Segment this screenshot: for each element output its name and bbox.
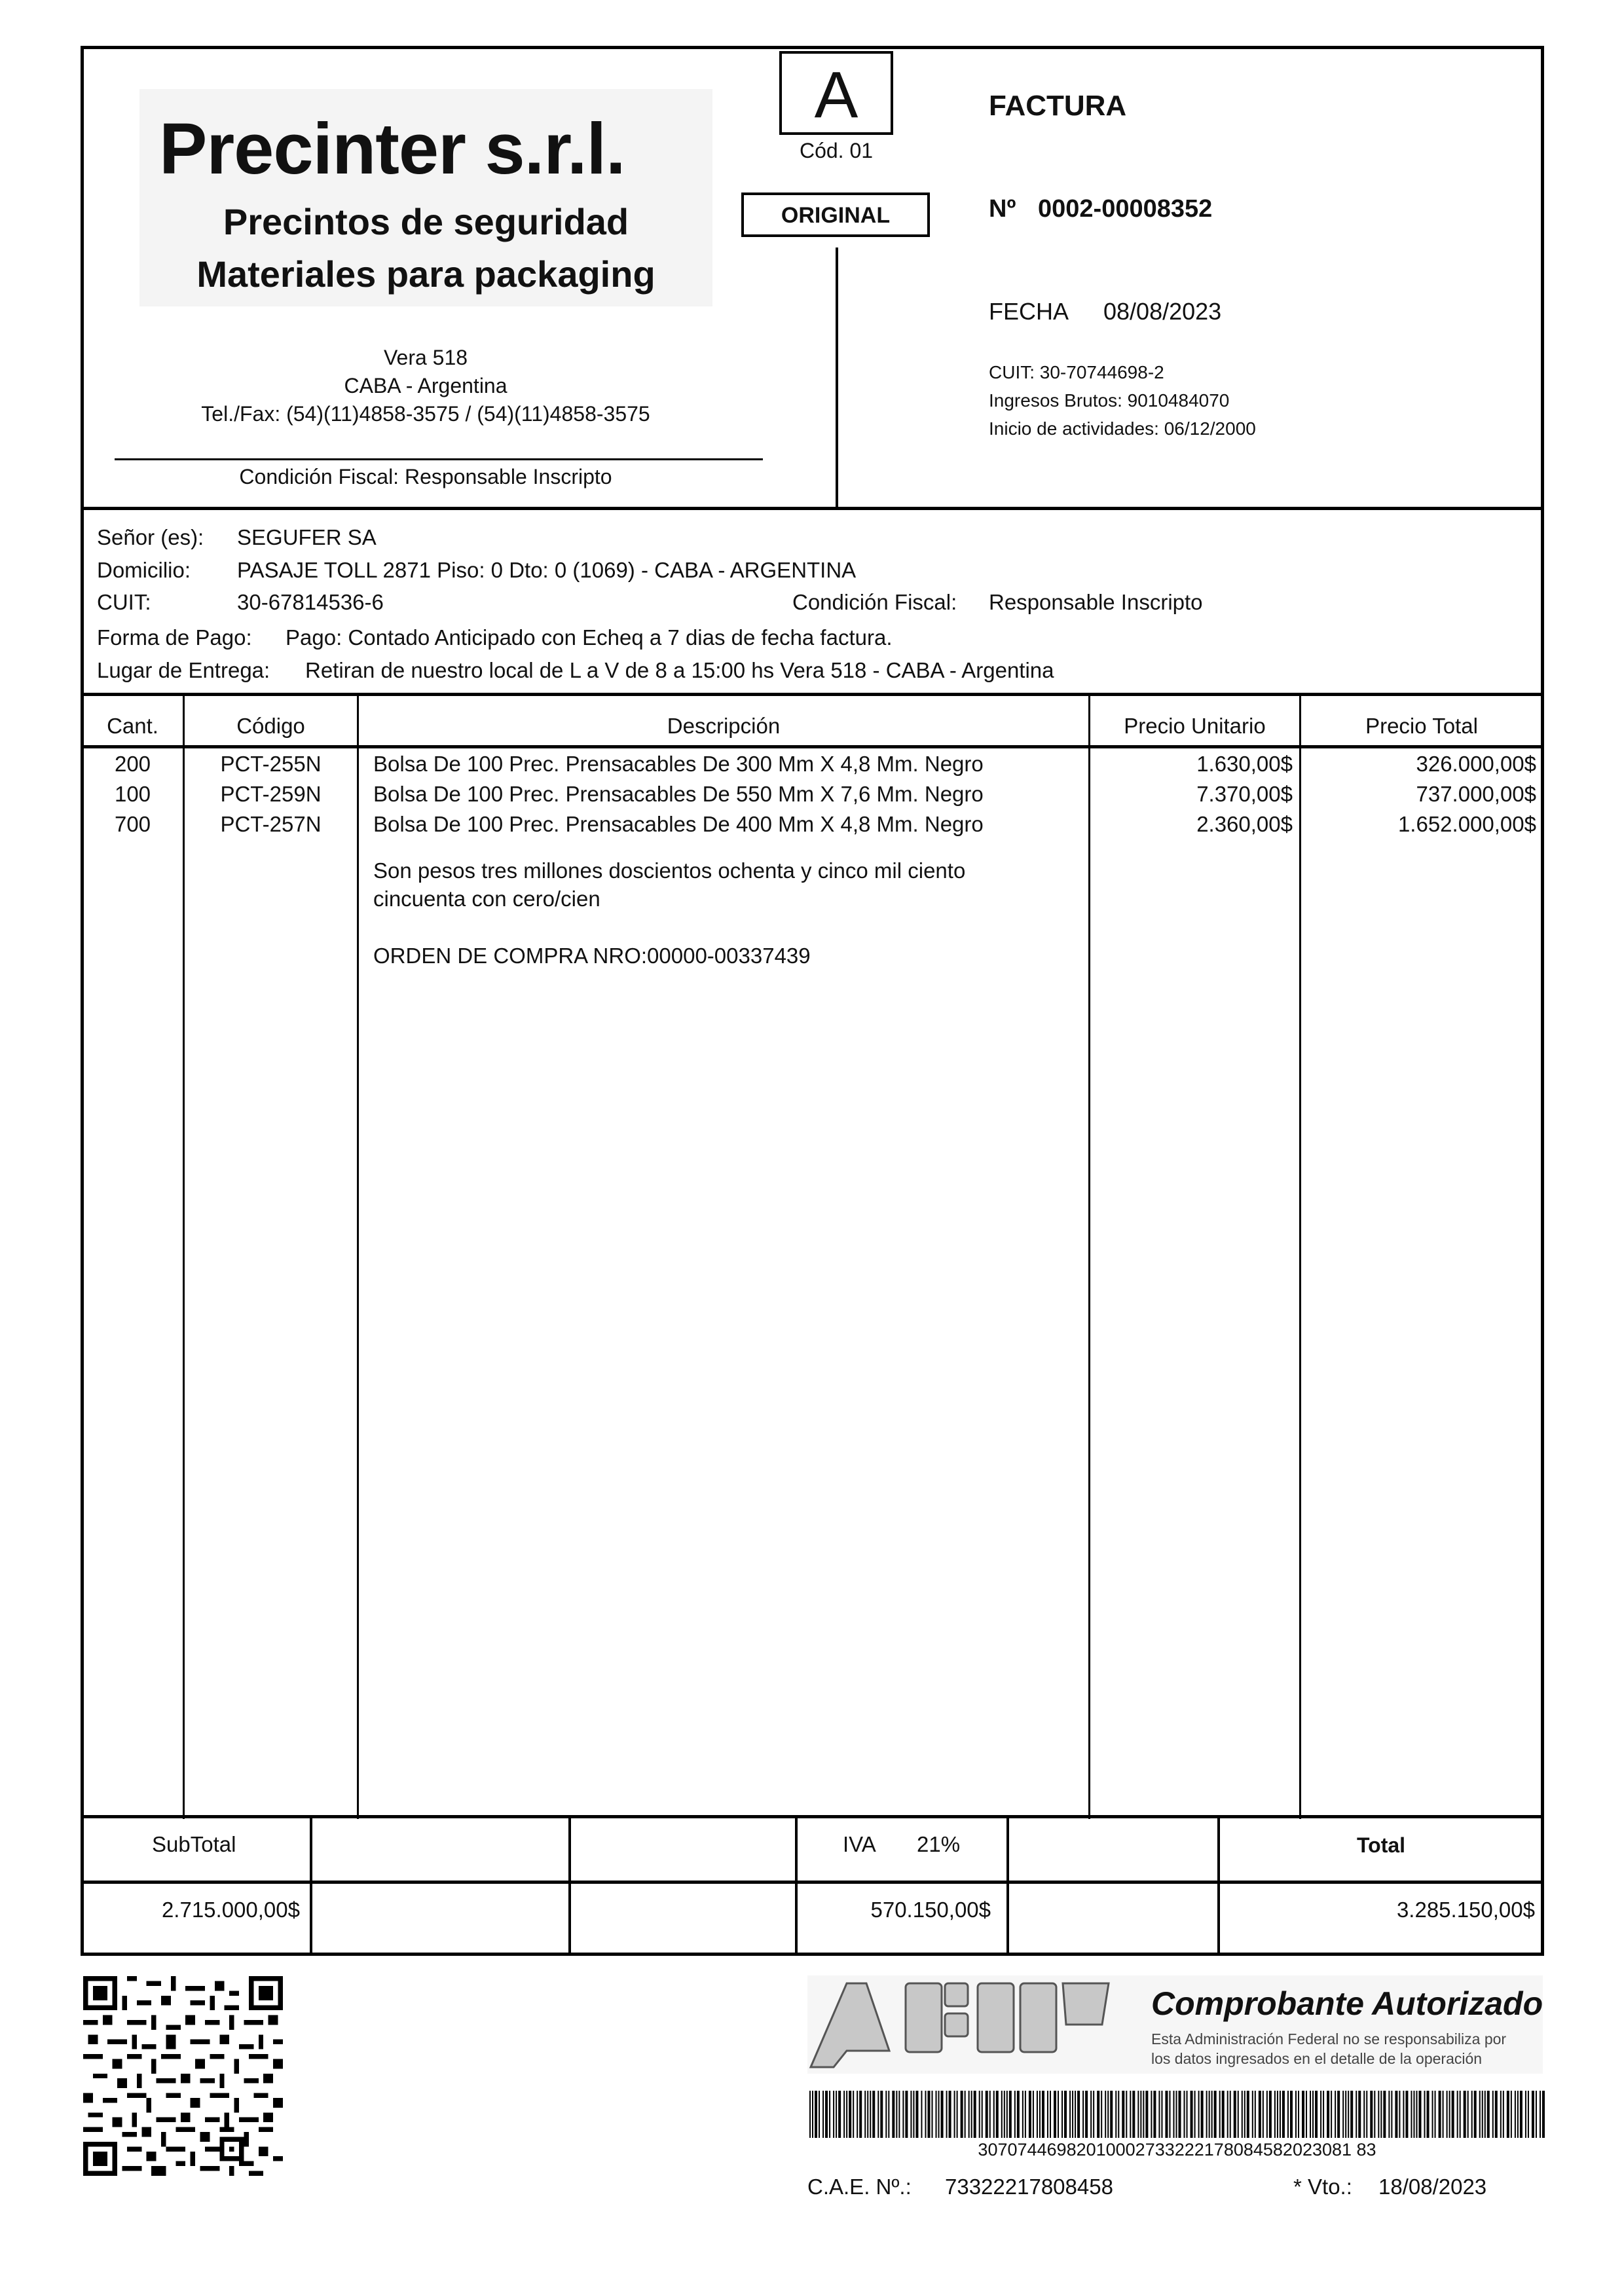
row-1-code: PCT-255N: [220, 752, 322, 776]
client-fiscal-value: Responsable Inscripto: [989, 590, 1203, 614]
invoice-type-code: Cód. 01: [799, 139, 874, 162]
totals-top-line: [81, 1815, 1544, 1818]
row-2-qty: 100: [114, 782, 151, 806]
col-divider-2: [357, 695, 359, 1819]
company-phone: Tel./Fax: (54)(11)4858-3575 / (54)(11)4858-3575: [201, 402, 650, 426]
subtotal-label: SubTotal: [152, 1832, 236, 1856]
issuer-start-date: Inicio de actividades: 06/12/2000: [989, 418, 1256, 439]
invoice-number: 0002-00008352: [1038, 195, 1213, 223]
row-1-qty: 200: [114, 752, 151, 776]
delivery-label: Lugar de Entrega:: [97, 658, 270, 682]
issuer-gross-income: Ingresos Brutos: 9010484070: [989, 390, 1230, 411]
row-2-code: PCT-259N: [220, 782, 322, 806]
header-qty: Cant.: [107, 714, 158, 738]
client-fiscal-label: Condición Fiscal:: [792, 590, 957, 614]
logo-tagline-1: Precintos de seguridad: [223, 201, 629, 242]
totals-divider-4: [1006, 1817, 1009, 1955]
qr-code: [83, 1976, 283, 2176]
afip-logo-icon: [807, 1975, 1135, 2074]
header-vertical-divider: [836, 248, 838, 509]
company-address-line2: CABA - Argentina: [344, 374, 507, 397]
col-divider-3: [1088, 695, 1090, 1819]
totals-divider-3: [795, 1817, 798, 1955]
col-divider-1: [183, 695, 185, 1819]
totals-mid-line: [81, 1881, 1544, 1884]
invoice-date: 08/08/2023: [1103, 298, 1222, 325]
amount-in-words-line1: Son pesos tres millones doscientos ochenta y cinco mil ciento: [373, 858, 966, 883]
row-3-unit-price: 2.360,00$: [1196, 812, 1293, 836]
row-3-code: PCT-257N: [220, 812, 322, 836]
client-name-label: Señor (es):: [97, 525, 204, 549]
subtotal-value: 2.715.000,00$: [161, 1898, 300, 1922]
totals-divider-1: [310, 1817, 312, 1955]
purchase-order: ORDEN DE COMPRA NRO:00000-00337439: [373, 944, 811, 968]
amount-in-words-line2: cincuenta con cero/cien: [373, 887, 600, 911]
client-cuit-label: CUIT:: [97, 590, 151, 614]
iva-rate: 21%: [917, 1832, 961, 1856]
afip-disclaimer-line2: los datos ingresados en el detalle de la operación: [1151, 2050, 1483, 2067]
row-3-qty: 700: [114, 812, 151, 836]
iva-value: 570.150,00$: [870, 1898, 991, 1922]
payment-label: Forma de Pago:: [97, 625, 252, 650]
row-2-total: 737.000,00$: [1416, 782, 1536, 806]
invoice-title: FACTURA: [989, 90, 1127, 122]
client-cuit: 30-67814536-6: [237, 590, 384, 614]
header-total-price: Precio Total: [1365, 714, 1478, 738]
barcode-number: 30707446982010002733222178084582023081 83: [978, 2140, 1376, 2159]
row-2-unit-price: 7.370,00$: [1196, 782, 1293, 806]
row-1-total: 326.000,00$: [1416, 752, 1536, 776]
col-divider-4: [1299, 695, 1301, 1819]
afip-title: Comprobante Autorizado: [1151, 1985, 1543, 2022]
table-header-bottom-line: [81, 745, 1544, 748]
barcode: [809, 2091, 1545, 2138]
invoice-date-label: FECHA: [989, 298, 1069, 325]
header-divider: [115, 458, 763, 460]
cae-label: C.A.E. Nº.:: [807, 2175, 912, 2199]
client-address: PASAJE TOLL 2871 Piso: 0 Dto: 0 (1069) - CABA - ARGENTINA: [237, 558, 857, 582]
invoice-frame: [81, 46, 1544, 1956]
row-2-description: Bolsa De 100 Prec. Prensacables De 550 Mm X 7,6 Mm. Negro: [373, 782, 984, 806]
header-bottom-line: [81, 507, 1544, 510]
afip-authorization-banner: [807, 1975, 1543, 2074]
header-unit-price: Precio Unitario: [1124, 714, 1266, 738]
cae-expiry-date: 18/08/2023: [1378, 2175, 1487, 2199]
row-1-unit-price: 1.630,00$: [1196, 752, 1293, 776]
invoice-number-label: Nº: [989, 195, 1016, 223]
client-name: SEGUFER SA: [237, 525, 377, 549]
row-1-description: Bolsa De 100 Prec. Prensacables De 300 Mm X 4,8 Mm. Negro: [373, 752, 984, 776]
afip-disclaimer-line1: Esta Administración Federal no se responsabiliza por: [1151, 2030, 1507, 2047]
logo-tagline-2: Materiales para packaging: [196, 253, 655, 295]
cae-number: 73322217808458: [945, 2175, 1113, 2199]
iva-label: IVA: [843, 1832, 876, 1856]
original-badge-label: ORIGINAL: [781, 203, 891, 228]
cae-expiry-label: * Vto.:: [1293, 2175, 1352, 2199]
row-3-description: Bolsa De 100 Prec. Prensacables De 400 Mm X 4,8 Mm. Negro: [373, 812, 984, 836]
delivery-place: Retiran de nuestro local de L a V de 8 a 15:00 hs Vera 518 - CABA - Argentina: [305, 658, 1054, 682]
total-label: Total: [1356, 1833, 1406, 1857]
client-bottom-line: [81, 693, 1544, 696]
issuer-cuit: CUIT: 30-70744698-2: [989, 362, 1164, 382]
row-3-total: 1.652.000,00$: [1397, 812, 1536, 836]
header-description: Descripción: [667, 714, 781, 738]
totals-divider-2: [568, 1817, 571, 1955]
logo-company-name: Precinter s.r.l.: [159, 109, 625, 189]
payment-terms: Pago: Contado Anticipado con Echeq a 7 dias de fecha factura.: [286, 625, 893, 650]
company-logo: [139, 89, 712, 306]
company-fiscal-condition: Condición Fiscal: Responsable Inscripto: [239, 465, 612, 488]
client-address-label: Domicilio:: [97, 558, 191, 582]
company-address-line1: Vera 518: [383, 346, 468, 369]
invoice-type-letter: A: [814, 58, 858, 132]
header-code: Código: [236, 714, 305, 738]
total-value: 3.285.150,00$: [1396, 1898, 1535, 1922]
